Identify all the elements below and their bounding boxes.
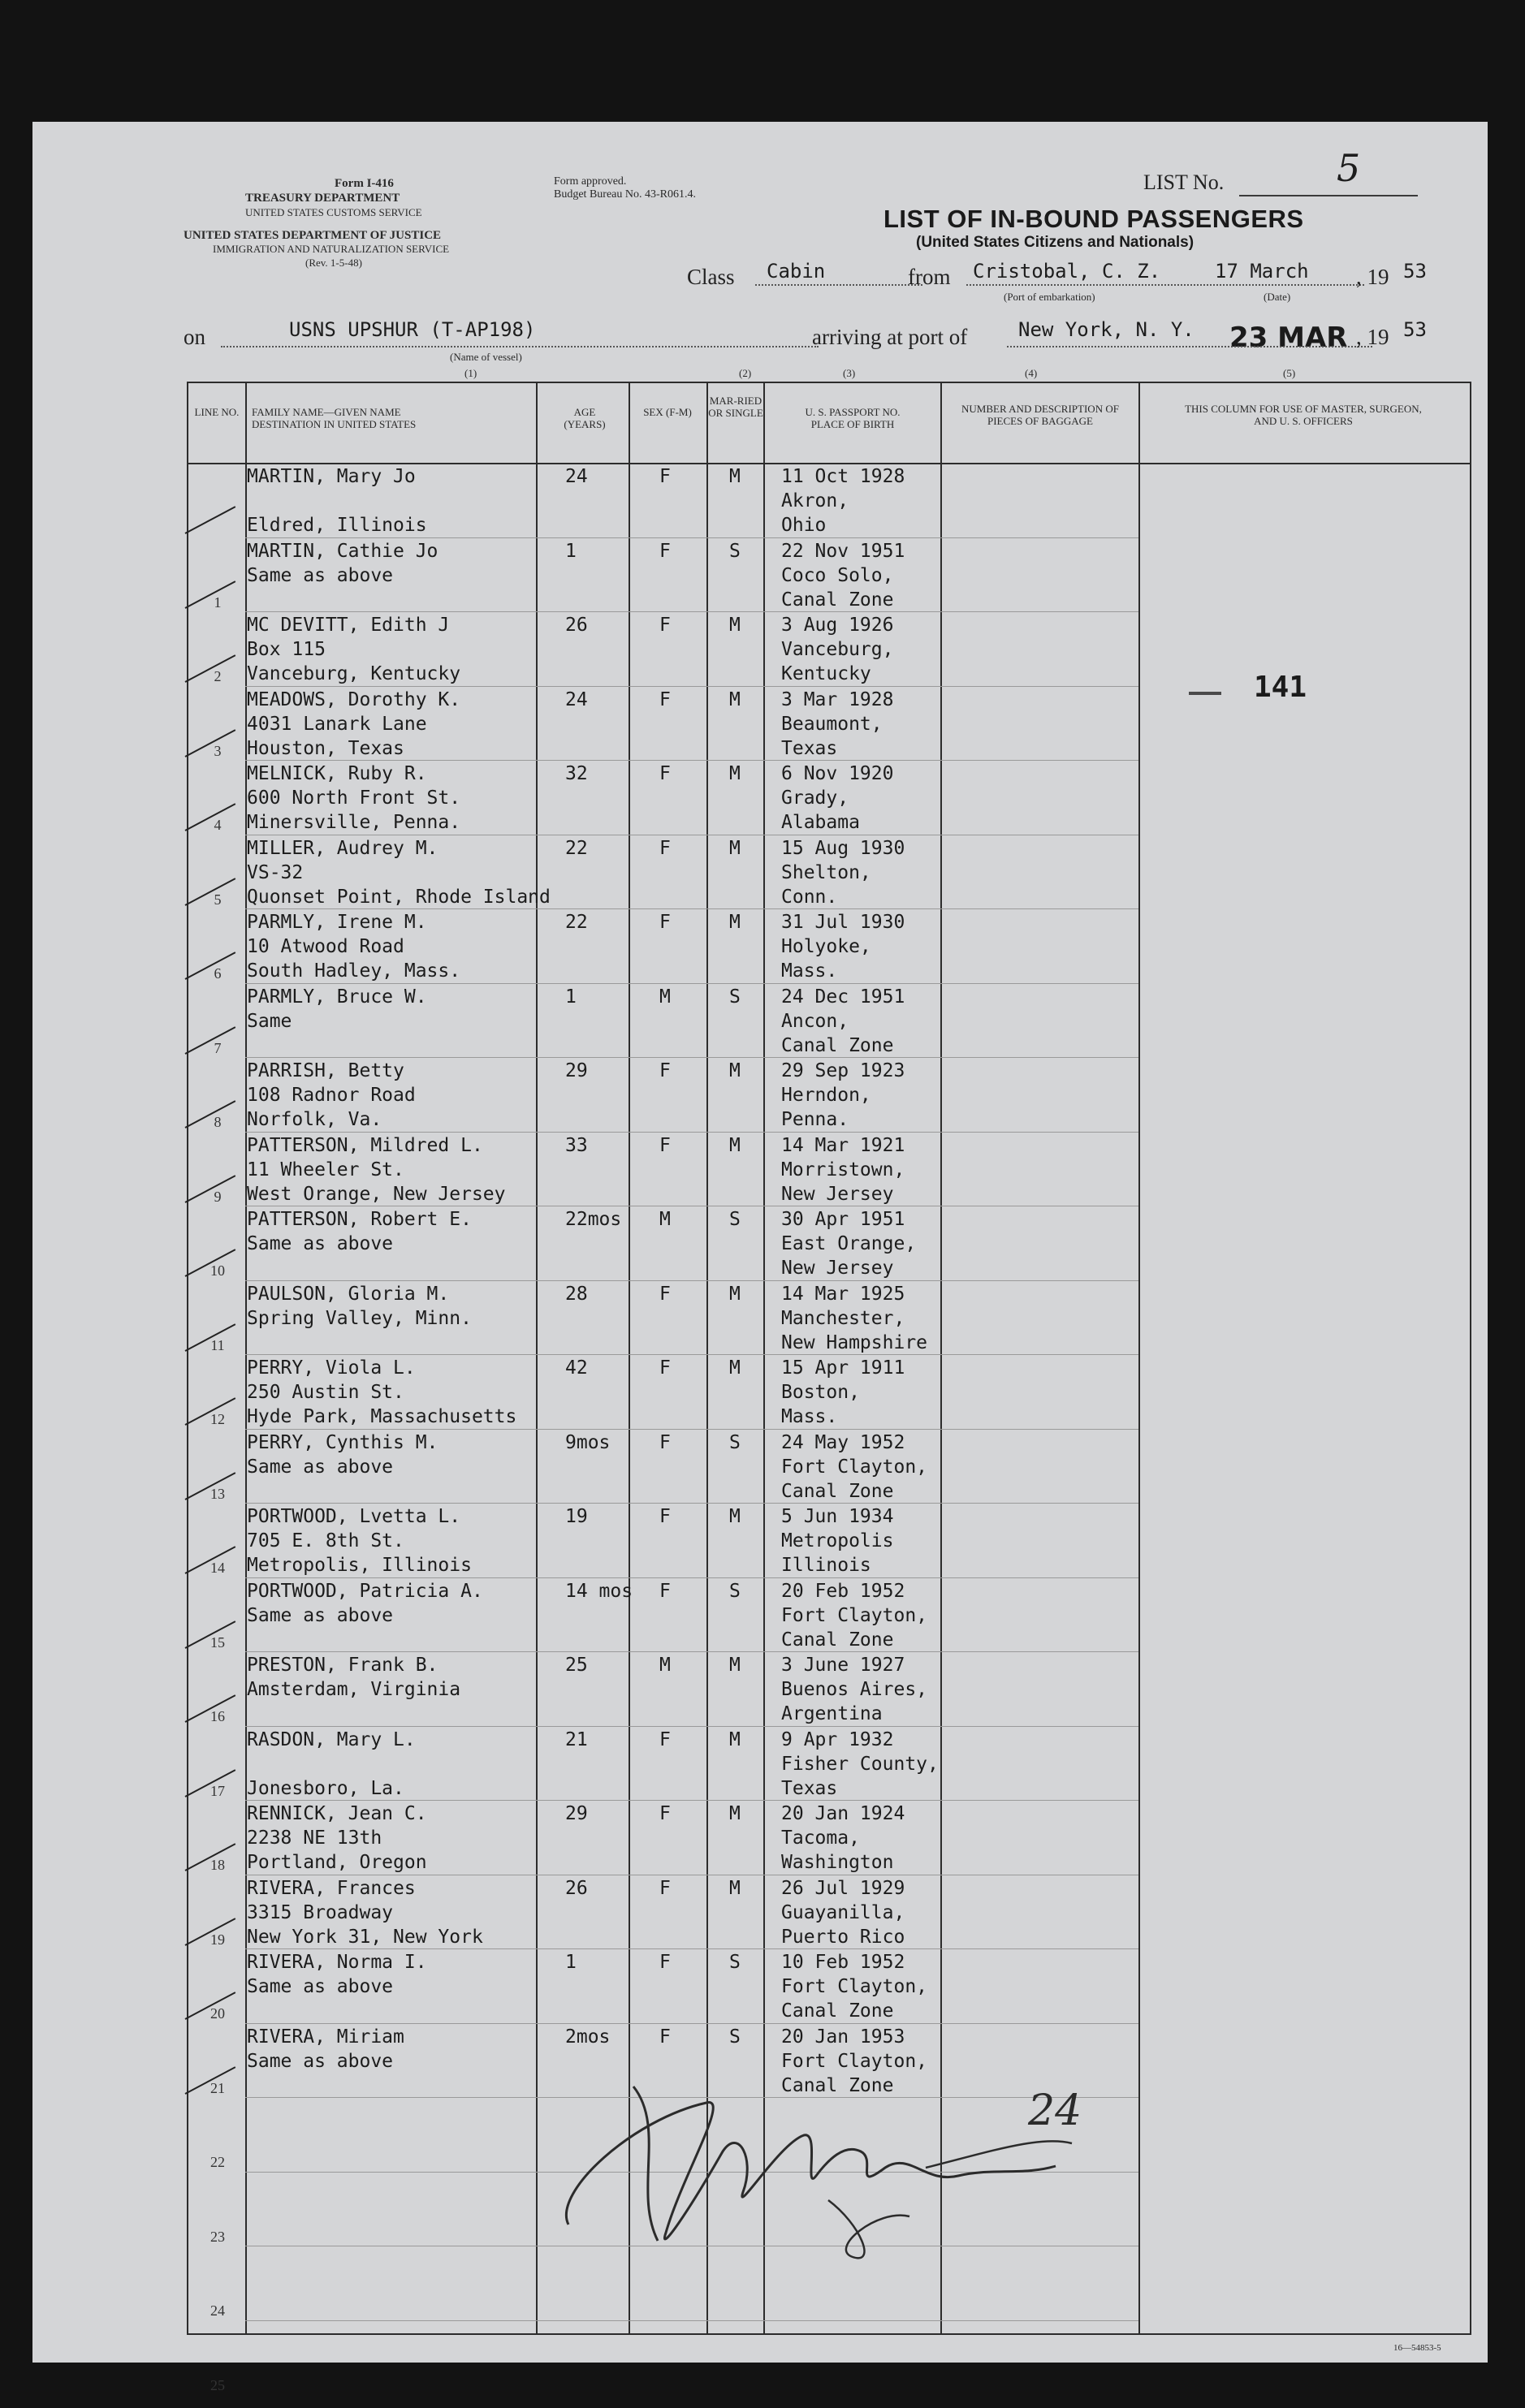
line-number: 17 [210,1782,225,1799]
passenger-birth-info: 10 Feb 1952 Fort Clayton, Canal Zone [781,1952,928,2022]
col-officers: THIS COLUMN FOR USE OF MASTER, SURGEON, AND U. S. OFFICERS [1185,403,1422,427]
passenger-name-address: PATTERSON, Mildred L. 11 Wheeler St. West Orange, New Jersey [247,1134,506,1205]
passenger-age: 24 [565,466,588,487]
passenger-sex: F [659,1580,671,1602]
vessel-name: USNS UPSHUR (T-AP198) [289,318,536,341]
passenger-name-address: PERRY, Cynthis M. Same as above [247,1431,438,1478]
line-number: 14 [210,1560,225,1576]
row-separator [245,983,1138,984]
form-number: Form I-416 [335,177,394,190]
col-marker-4: (4) [1025,367,1038,379]
passenger-name-address: PRESTON, Frank B. Amsterdam, Virginia [247,1655,461,1700]
passenger-age: 1 [565,1952,577,1973]
line-number: 24 [210,2302,225,2319]
line-number: 19 [210,1931,225,1948]
passenger-name-address: RIVERA, Frances 3315 Broadway New York 31, New York [247,1877,483,1948]
arriving-label: arriving at port of [812,325,968,349]
passenger-name-address: PAULSON, Gloria M. Spring Valley, Minn. [247,1283,472,1329]
passenger-marital-status: M [729,1060,741,1081]
row-separator [245,1651,1138,1652]
passenger-sex: F [659,466,671,487]
passenger-birth-info: 9 Apr 1932 Fisher County, Texas [781,1728,939,1799]
passenger-name-address: PARMLY, Bruce W. Same [247,986,427,1032]
passenger-birth-info: 26 Jul 1929 Guayanilla, Puerto Rico [781,1877,905,1948]
col-age: AGE (YEARS) [564,406,606,430]
document-subtitle: (United States Citizens and Nationals) [916,234,1195,251]
passenger-age: 9mos [565,1431,611,1453]
passenger-birth-info: 20 Jan 1924 Tacoma, Washington [781,1803,905,1873]
row-separator [245,1726,1138,1727]
passenger-age: 19 [565,1506,588,1527]
passenger-birth-info: 14 Mar 1925 Manchester, New Hampshire [781,1283,928,1353]
passenger-age: 42 [565,1357,588,1379]
passenger-age: 29 [565,1060,588,1081]
passenger-birth-info: 30 Apr 1951 East Orange, New Jersey [781,1209,917,1279]
row-separator [245,537,1138,538]
col-passport: U. S. PASSPORT NO. PLACE OF BIRTH [805,406,901,430]
passenger-marital-status: M [729,1728,741,1750]
embarkation-year: 53 [1403,260,1427,283]
line-number: 9 [214,1188,222,1205]
row-separator [245,760,1138,761]
passenger-birth-info: 24 Dec 1951 Ancon, Canal Zone [781,986,905,1056]
passenger-age: 22 [565,837,588,859]
line-number: 2 [214,668,222,684]
passenger-marital-status: M [729,1506,741,1527]
ins-service: IMMIGRATION AND NATURALIZATION SERVICE [213,243,450,255]
passenger-name-address: RIVERA, Norma I. Same as above [247,1952,427,1997]
passenger-marital-status: M [729,763,741,784]
passenger-age: 2mos [565,2026,611,2048]
passenger-name-address: MELNICK, Ruby R. 600 North Front St. Minersville, Penna. [247,763,461,833]
embarkation-date: 17 March [1215,260,1309,283]
arrival-port: New York, N. Y. [1018,318,1195,341]
line-number: 16 [210,1708,225,1724]
passenger-birth-info: 14 Mar 1921 Morristown, New Jersey [781,1134,905,1205]
passenger-marital-status: S [729,1209,741,1230]
revision: (Rev. 1-5-48) [305,257,362,269]
line-number: 3 [214,742,222,759]
passenger-marital-status: M [729,1283,741,1305]
passenger-marital-status: S [729,1431,741,1453]
passenger-sex: F [659,763,671,784]
col-baggage: NUMBER AND DESCRIPTION OF PIECES OF BAGGAGE [961,403,1119,427]
passenger-sex: F [659,615,671,636]
row-separator [245,1429,1138,1430]
row-separator [245,1800,1138,1801]
passenger-age: 14 mos [565,1580,633,1602]
passenger-birth-info: 29 Sep 1923 Herndon, Penna. [781,1060,905,1130]
officer-note: 141 [1254,671,1307,704]
arrival-date-stamp: 23 MAR [1229,321,1348,354]
passenger-birth-info: 15 Apr 1911 Boston, Mass. [781,1357,905,1427]
passenger-age: 29 [565,1803,588,1824]
passenger-marital-status: M [729,1357,741,1379]
passenger-name-address: MC DEVITT, Edith J Box 115 Vanceburg, Kentucky [247,615,461,684]
justice-dept: UNITED STATES DEPARTMENT OF JUSTICE [184,229,442,242]
passenger-birth-info: 24 May 1952 Fort Clayton, Canal Zone [781,1431,928,1502]
passenger-name-address: PORTWOOD, Patricia A. Same as above [247,1580,483,1626]
passenger-marital-status: M [729,912,741,933]
form-approved: Form approved. [554,175,627,188]
row-separator [245,1948,1138,1949]
passenger-age: 24 [565,688,588,710]
col-marker-2: (2) [739,367,752,379]
passenger-sex: F [659,1952,671,1973]
line-number: 8 [214,1114,222,1130]
passenger-marital-status: S [729,1952,741,1973]
list-no-value: 5 [1337,146,1361,190]
vessel-caption: (Name of vessel) [450,351,522,363]
passenger-marital-status: S [729,2026,741,2048]
passenger-birth-info: 11 Oct 1928 Akron, Ohio [781,466,905,536]
passenger-sex: F [659,1506,671,1527]
row-separator [245,686,1138,687]
passenger-name-address: MARTIN, Cathie Jo Same as above [247,540,438,586]
passenger-name-address: PERRY, Viola L. 250 Austin St. Hyde Park, Massachusetts [247,1357,517,1427]
passenger-birth-info: 20 Jan 1953 Fort Clayton, Canal Zone [781,2026,928,2096]
manifest-page [32,122,1488,2393]
class-value: Cabin [767,260,826,283]
passenger-sex: F [659,1357,671,1379]
passenger-sex: M [659,986,671,1008]
line-number: 13 [210,1485,225,1502]
passenger-name-address: MEADOWS, Dorothy K. 4031 Lanark Lane Houston, Texas [247,688,461,759]
line-number: 25 [210,2376,225,2393]
col-name: FAMILY NAME—GIVEN NAME DESTINATION IN UNITED STATES [252,406,417,430]
passenger-marital-status: S [729,540,741,562]
line-number: 6 [214,965,222,982]
year-prefix: , 19 [1356,265,1389,289]
passenger-birth-info: 20 Feb 1952 Fort Clayton, Canal Zone [781,1580,928,1651]
row-separator [245,611,1138,612]
port-caption: (Port of embarkation) [1004,291,1095,303]
line-number: 1 [214,593,222,611]
passenger-name-address: PARRISH, Betty 108 Radnor Road Norfolk, Va. [247,1060,416,1130]
passenger-age: 33 [565,1134,588,1156]
line-number: 21 [210,2079,225,2096]
footer-code: 16—54853-5 [1393,2343,1441,2353]
passenger-name-address: RIVERA, Miriam Same as above [247,2026,404,2072]
passenger-sex: F [659,1803,671,1824]
passenger-sex: F [659,2026,671,2048]
passenger-birth-info: 22 Nov 1951 Coco Solo, Canal Zone [781,540,905,611]
passenger-marital-status: S [729,1580,741,1602]
passenger-sex: F [659,1431,671,1453]
passenger-marital-status: M [729,837,741,859]
line-number: 12 [210,1411,225,1427]
row-separator [245,908,1138,909]
passenger-name-address: PATTERSON, Robert E. Same as above [247,1209,472,1254]
passenger-marital-status: M [729,1134,741,1156]
passenger-sex: F [659,1877,671,1899]
passenger-sex: F [659,688,671,710]
handwritten-signature [536,2054,1251,2265]
row-separator [245,1503,1138,1504]
officer-mark [1189,692,1221,695]
treasury-dept: TREASURY DEPARTMENT [245,192,400,205]
passenger-sex: F [659,540,671,562]
passenger-name-address: RASDON, Mary L. Jonesboro, La. [247,1728,416,1799]
arrival-year-prefix: , 19 [1356,325,1389,349]
passenger-birth-info: 3 Aug 1926 Vanceburg, Kentucky [781,615,894,684]
passenger-birth-info: 5 Jun 1934 Metropolis Illinois [781,1506,894,1576]
col-sex: SEX (F-M) [643,406,692,418]
date-caption: (Date) [1264,291,1291,303]
embarkation-port: Cristobal, C. Z. [973,260,1161,283]
line-number: 23 [210,2228,225,2245]
line-number: 7 [214,1039,222,1056]
passenger-sex: F [659,1060,671,1081]
line-number: 10 [210,1262,225,1279]
passenger-birth-info: 3 Mar 1928 Beaumont, Texas [781,688,894,759]
line-number: 20 [210,2005,225,2022]
passenger-birth-info: 6 Nov 1920 Grady, Alabama [781,763,894,833]
passenger-marital-status: M [729,615,741,636]
row-separator [245,1057,1138,1058]
from-label: from [908,265,951,289]
line-number: 15 [210,1633,225,1651]
passenger-birth-info: 31 Jul 1930 Holyoke, Mass. [781,912,905,982]
passenger-sex: M [659,1209,671,1230]
passenger-name-address: PORTWOOD, Lvetta L. 705 E. 8th St. Metropolis, Illinois [247,1506,472,1576]
passenger-name-address: RENNICK, Jean C. 2238 NE 13th Portland, Oregon [247,1803,427,1873]
passenger-marital-status: M [729,688,741,710]
on-label: on [184,325,205,349]
col-marker-5: (5) [1283,367,1296,379]
passenger-marital-status: M [729,1877,741,1899]
list-no-label: LIST No. [1143,170,1225,194]
passenger-age: 25 [565,1655,588,1676]
budget-bureau: Budget Bureau No. 43-R061.4. [554,188,696,201]
passenger-age: 22mos [565,1209,622,1230]
passenger-sex: F [659,837,671,859]
line-number: 22 [210,2154,225,2170]
passenger-marital-status: M [729,1803,741,1824]
passenger-age: 26 [565,1877,588,1899]
passenger-age: 21 [565,1728,588,1750]
passenger-sex: F [659,912,671,933]
passenger-sex: M [659,1655,671,1676]
passenger-sex: F [659,1728,671,1750]
passenger-marital-status: M [729,1655,741,1676]
passenger-name-address: MILLER, Audrey M. VS-32 Quonset Point, Rhode Island [247,837,551,908]
passenger-age: 32 [565,763,588,784]
col-married: MAR-RIED OR SINGLE [708,395,763,419]
passenger-marital-status: S [729,986,741,1008]
passenger-age: 26 [565,615,588,636]
row-separator [245,2320,1138,2321]
passenger-birth-info: 3 June 1927 Buenos Aires, Argentina [781,1655,928,1724]
col-marker-1: (1) [464,367,477,379]
customs-service: UNITED STATES CUSTOMS SERVICE [245,206,422,218]
passenger-age: 22 [565,912,588,933]
passenger-name-address: MARTIN, Mary Jo Eldred, Illinois [247,466,427,536]
row-separator [245,1280,1138,1281]
passenger-name-address: PARMLY, Irene M. 10 Atwood Road South Hadley, Mass. [247,912,461,982]
row-separator [245,1132,1138,1133]
row-separator [245,1577,1138,1578]
line-number: 11 [210,1336,225,1353]
passenger-age: 1 [565,540,577,562]
line-number: 18 [210,1857,225,1873]
document-title: LIST OF IN-BOUND PASSENGERS [883,205,1304,233]
signature-number: 24 [1028,2087,1082,2135]
passenger-sex: F [659,1283,671,1305]
passenger-sex: F [659,1134,671,1156]
line-number: 4 [214,817,222,833]
row-separator [245,1354,1138,1355]
passenger-age: 1 [565,986,577,1008]
passenger-age: 28 [565,1283,588,1305]
class-label: Class [687,265,735,289]
row-separator [245,2023,1138,2024]
line-number: 5 [214,891,222,908]
arrival-year: 53 [1403,318,1427,341]
passenger-birth-info: 15 Aug 1930 Shelton, Conn. [781,837,905,908]
col-line-no: LINE NO. [194,406,240,418]
col-marker-3: (3) [843,367,856,379]
passenger-marital-status: M [729,466,741,487]
